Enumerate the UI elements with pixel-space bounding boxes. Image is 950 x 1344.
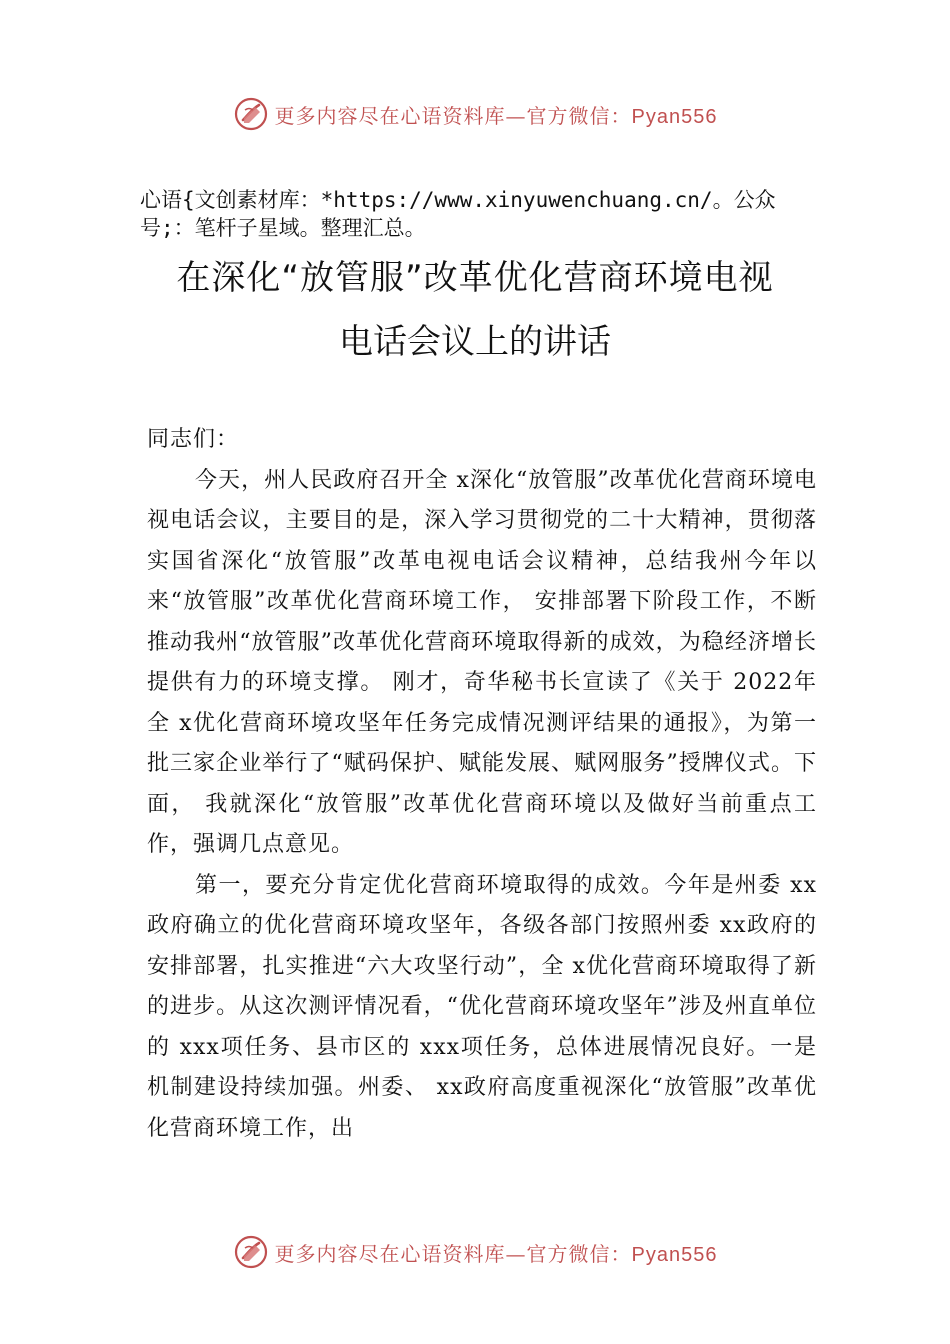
writing-pen-logo-icon — [233, 96, 269, 132]
header-banner-handle: Pyan556 — [631, 105, 718, 128]
footer-banner-label: 更多内容尽在心语资料库—官方微信： — [274, 1241, 632, 1266]
salutation: 同志们： — [147, 427, 240, 452]
document-body — [147, 420, 817, 1149]
document-title-line-1: 在深化“放管服”改革优化营商环境电视 — [176, 258, 774, 298]
header-banner-text — [275, 100, 718, 129]
footer-banner-handle: Pyan556 — [631, 1243, 718, 1266]
paragraph-2: 第一，要充分肯定优化营商环境取得的成效。今年是州委 xx 政府确立的优化营商环境攻坚年，各级各部门按照州委 xx政府的安排部署，扎实推进“六大攻坚行动”，全 x优化营商环境取得了新的进步。从这次测评情况看，“优化营商环境攻坚年”涉及州直单位的 xxx项任务、县市区的 xxx项任务，总体进展情况良好。一是机制建设持续加强。州委、 xx政府高度重视深化“放管服”改革优化营商环境工作，出 — [147, 872, 817, 1141]
header-banner — [0, 92, 950, 136]
footer-banner — [0, 1230, 950, 1274]
footer-banner-text — [275, 1238, 718, 1267]
paragraph-1: 今天，州人民政府召开全 x深化“放管服”改革优化营商环境电视电话会议，主要目的是，深入学习贯彻党的二十大精神，贯彻落实国省深化“放管服”改革电视电话会议精神，总结我州今年以来“放管服”改革优化营商环境工作， 安排部署下阶段工作，不断推动我州“放管服”改革优化营商环境取得新的成效，为稳经济增长提供有力的环境支撑。 刚才，奇华秘书长宣读了《关于 2022年全 x优化营商环境攻坚年任务完成情况测评结果的通报》，为第一批三家企业举行了“赋码保护、赋能发展、赋网服务”授牌仪式。下面， 我就深化“放管服”改革优化营商环境以及做好当前重点工作，强调几点意见。 — [147, 467, 817, 857]
writing-pen-logo-icon — [233, 1234, 269, 1270]
header-banner-label: 更多内容尽在心语资料库—官方微信： — [274, 103, 632, 128]
document-title-line-2: 电话会议上的讲话 — [339, 322, 611, 362]
source-note: 心语{文创素材库：*https://www.xinyuwenchuang.cn/。公众号;：笔杆子星域。整理汇总。 — [140, 188, 776, 240]
